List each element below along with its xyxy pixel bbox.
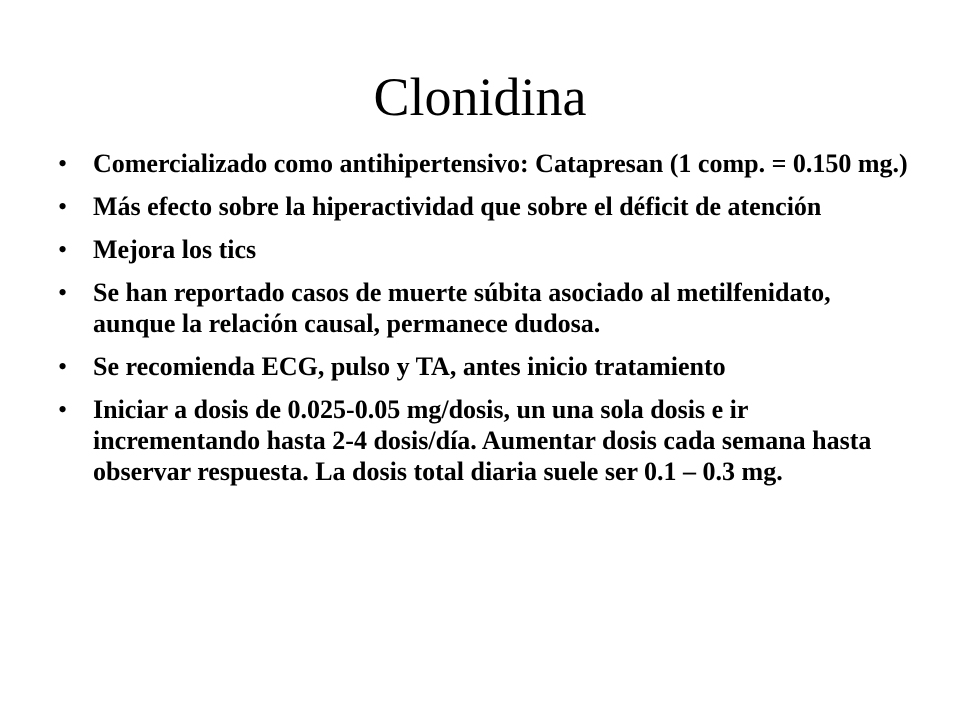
bullet-text: Se recomienda ECG, pulso y TA, antes inicio tratamiento [93, 352, 726, 381]
bullet-marker: • [58, 149, 68, 178]
bullet-item [58, 394, 918, 487]
bullet-item [58, 191, 918, 222]
bullet-marker: • [58, 395, 68, 424]
bullet-list [58, 148, 918, 499]
bullet-text: Comercializado como antihipertensivo: Catapresan (1 comp. = 0.150 mg.) [93, 149, 908, 178]
bullet-marker: • [58, 192, 68, 221]
bullet-item [58, 148, 918, 179]
bullet-marker: • [58, 235, 68, 264]
bullet-item [58, 234, 918, 265]
slide-title: Clonidina [373, 67, 587, 127]
bullet-text: Iniciar a dosis de 0.025-0.05 mg/dosis, un una sola dosis e ir incrementando hasta 2-4 dosis/día. Aumentar dosis cada semana hasta observar respuesta. La dosis total diaria suele ser 0.1 – 0.3 mg. [93, 395, 872, 486]
bullet-marker: • [58, 278, 68, 307]
bullet-item [58, 277, 918, 339]
bullet-marker: • [58, 352, 68, 381]
bullet-text: Más efecto sobre la hiperactividad que sobre el déficit de atención [93, 192, 822, 221]
bullet-item [58, 351, 918, 382]
bullet-text: Mejora los tics [93, 235, 257, 264]
bullet-text: Se han reportado casos de muerte súbita asociado al metilfenidato, aunque la relación causal, permanece dudosa. [93, 278, 831, 338]
